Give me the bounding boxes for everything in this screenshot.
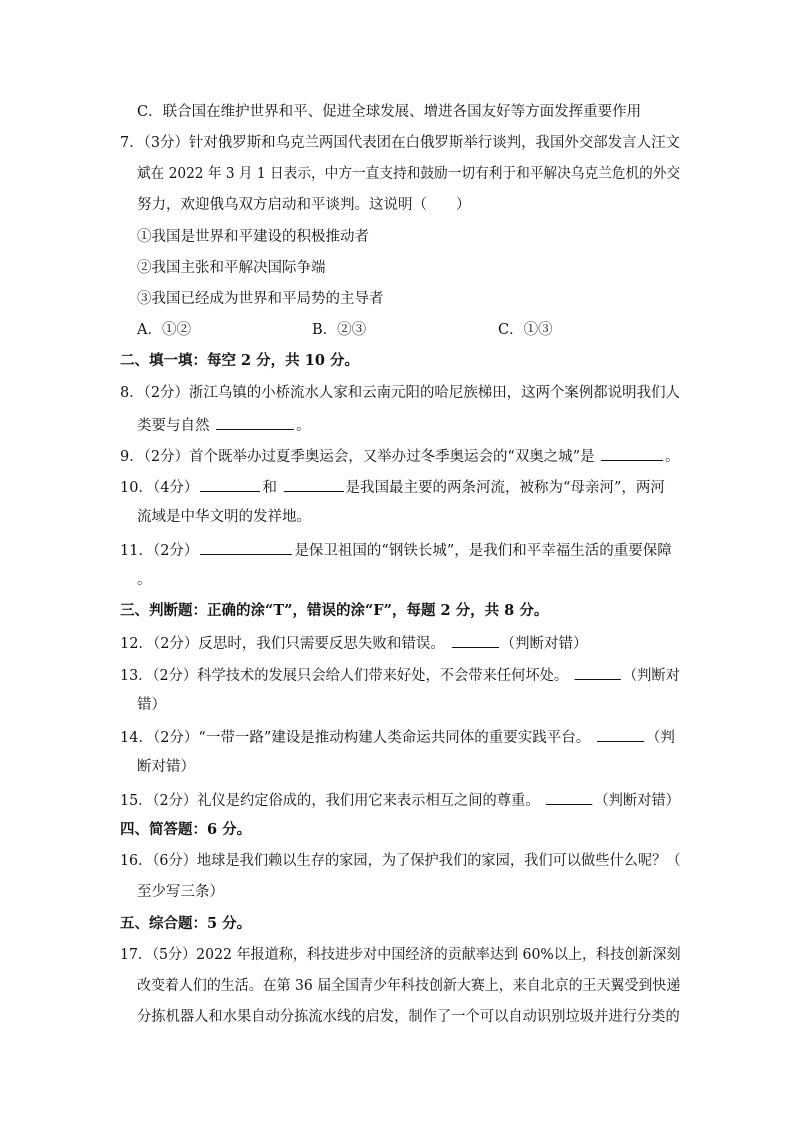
q8-end: 。 xyxy=(296,418,311,434)
q14-text: 14．（2分）“一带一路”建设是推动构建人类命运共同体的重要实践平台。 xyxy=(120,730,591,746)
q16-line2: 至少写三条） xyxy=(137,884,224,900)
q10-text: 是我国最主要的两条河流，被称为“母亲河”，两河 xyxy=(345,480,665,496)
q15-line xyxy=(120,789,680,811)
q15-text: 15．（2分）礼仪是约定俗成的，我们用它来表示相互之间的尊重。 xyxy=(120,793,540,809)
q13-suffix: （判断对 xyxy=(622,668,680,684)
q11-number: 11．（2分） xyxy=(120,543,199,559)
q10-line1 xyxy=(120,476,665,498)
q9-text: 9．（2分）首个既举办过夏季奥运会，又举办过冬季奥运会的“双奥之城”是 xyxy=(120,449,595,465)
q7-stem-line3: 努力，欢迎俄乌双方启动和平谈判。这说明（ ） xyxy=(137,197,471,213)
q15-answer-blank[interactable] xyxy=(546,789,592,805)
q8-answer-blank[interactable] xyxy=(216,414,294,430)
section-3-heading: 三、判断题：正确的涂“T”，错误的涂“F”，每题 2 分，共 8 分。 xyxy=(120,602,549,619)
q7-stem-line2: 斌在 2022 年 3 月 1 日表示，中方一直支持和鼓励一切有利于和平解决乌克兰危机的外交 xyxy=(137,166,681,182)
section-2-heading: 二、填一填：每空 2 分，共 10 分。 xyxy=(120,352,359,369)
q7-statement-3: ③我国已经成为世界和平局势的主导者 xyxy=(137,291,384,307)
q8-line1: 8．（2分）浙江乌镇的小桥流水人家和云南元阳的哈尼族梯田，这两个案例都说明我们人 xyxy=(120,385,680,401)
q8-text: 类要与自然 xyxy=(137,418,210,434)
q9-line xyxy=(120,445,680,467)
q17-line1: 17．（5分）2022 年报道称，科技进步对中国经济的贡献率达到 60%以上，科技创新深刻 xyxy=(120,947,681,963)
q9-end: 。 xyxy=(665,449,680,465)
q6-option-c: C．联合国在维护世界和平、促进全球发展、增进各国友好等方面发挥重要作用 xyxy=(137,104,642,120)
q13-line2: 错） xyxy=(137,697,166,713)
q7-option-c[interactable]: C．①③ xyxy=(498,322,553,338)
q13-answer-blank[interactable] xyxy=(575,664,621,680)
q7-statement-1: ①我国是世界和平建设的积极推动者 xyxy=(137,229,369,245)
section-4-heading: 四、简答题：6 分。 xyxy=(120,821,252,838)
q7-statement-2: ②我国主张和平解决国际争端 xyxy=(137,260,326,276)
q10-answer-blank-1[interactable] xyxy=(200,476,260,492)
q11-text: 是保卫祖国的“钢铁长城”，是我们和平幸福生活的重要保障 xyxy=(294,543,672,559)
q10-answer-blank-2[interactable] xyxy=(284,476,344,492)
q10-line2: 流域是中华文明的发祥地。 xyxy=(137,509,311,525)
q16-line1: 16．（6分）地球是我们赖以生存的家园，为了保护我们的家园，我们可以做些什么呢？（ xyxy=(120,853,681,869)
q7-option-a[interactable]: A．①② xyxy=(137,322,191,338)
q14-answer-blank[interactable] xyxy=(597,726,644,742)
q12-answer-blank[interactable] xyxy=(452,632,499,648)
q14-line1 xyxy=(120,726,675,748)
q17-line3: 分拣机器人和水果自动分拣流水线的启发，制作了一个可以自动识别垃圾并进行分类的 xyxy=(137,1009,680,1025)
q7-stem-line1: 7．（3分）针对俄罗斯和乌克兰两国代表团在白俄罗斯举行谈判，我国外交部发言人汪文 xyxy=(120,135,680,151)
section-5-heading: 五、综合题：5 分。 xyxy=(120,915,252,932)
q17-line2: 改变着人们的生活。在第 36 届全国青少年科技创新大赛上，来自北京的王天翼受到快递 xyxy=(137,978,681,994)
q12-suffix: （判断对错） xyxy=(500,636,588,652)
q12-line xyxy=(120,632,588,654)
q13-line1 xyxy=(120,664,680,686)
q11-answer-blank[interactable] xyxy=(200,539,292,555)
q13-text: 13．（2分）科学技术的发展只会给人们带来好处，不会带来任何坏处。 xyxy=(120,668,569,684)
q11-line2: 。 xyxy=(137,572,152,588)
q15-suffix: （判断对错） xyxy=(594,793,680,809)
q7-option-b[interactable]: B．②③ xyxy=(312,322,367,338)
q10-and: 和 xyxy=(262,480,277,496)
q8-line2 xyxy=(137,414,311,436)
q14-suffix: （判 xyxy=(645,730,675,746)
q11-line1 xyxy=(120,539,672,561)
q12-text: 12．（2分）反思时，我们只需要反思失败和错误。 xyxy=(120,636,445,652)
q9-answer-blank[interactable] xyxy=(601,445,663,461)
q10-number: 10．（4分） xyxy=(120,480,199,496)
q14-line2: 断对错） xyxy=(137,759,195,775)
